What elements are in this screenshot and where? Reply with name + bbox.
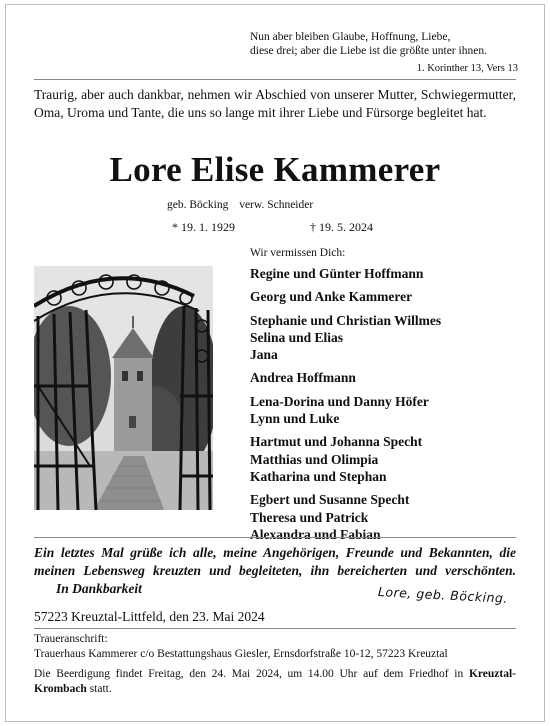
family-group <box>250 433 520 485</box>
family-member: Egbert und Susanne Specht <box>250 492 410 508</box>
family-member: Theresa und Patrick <box>250 509 369 525</box>
death-date: † 19. 5. 2024 <box>310 220 373 234</box>
family-member: Jana <box>250 347 278 363</box>
family-member: Hartmut und Johanna Specht <box>250 434 423 450</box>
farewell-message: Ein letztes Mal grüße ich alle, meine Angehörigen, Freunde und Bekannten, die meinen Lebensweg kreuzten und begleiteten, ihn bereicherten und verschönten. <box>34 545 516 578</box>
church-gate-photo <box>34 266 213 510</box>
family-member: Stephanie und Christian Willmes <box>250 312 442 328</box>
handwritten-signature: Lore, geb. Böcking. <box>377 584 509 606</box>
family-list <box>250 247 520 549</box>
family-group <box>250 312 520 364</box>
farewell-thanks: In Dankbarkeit <box>56 581 142 596</box>
family-group <box>250 265 520 282</box>
funeral-suffix: statt. <box>89 683 112 695</box>
family-group <box>250 369 520 386</box>
widowed-name: verw. Schneider <box>239 199 314 211</box>
verse-line-1: Nun aber bleiben Glaube, Hoffnung, Liebe, <box>250 31 451 43</box>
mourning-address: Trauerhaus Kammerer c/o Bestattungshaus Giesler, Ernsdorfstraße 10-12, 57223 Kreuztal <box>34 648 448 660</box>
family-member: Georg und Anke Kammerer <box>250 289 413 305</box>
family-group <box>250 288 520 305</box>
family-heading: Wir vermissen Dich: <box>250 247 346 259</box>
family-group <box>250 491 520 543</box>
family-member: Matthias und Olimpia <box>250 451 379 467</box>
family-member: Selina und Elias <box>250 329 344 345</box>
verse-reference: 1. Korinther 13, Vers 13 <box>416 63 518 74</box>
funeral-text: Die Beerdigung findet Freitag, den 24. Mai 2024, um 14.00 Uhr auf dem Friedhof in <box>34 668 464 680</box>
birth-date: * 19. 1. 1929 <box>172 220 235 234</box>
divider-middle <box>34 537 516 538</box>
family-member: Andrea Hoffmann <box>250 370 356 386</box>
family-member: Katharina und Stephan <box>250 468 387 484</box>
verse-line-2: diese drei; aber die Liebe ist die größte unter ihnen. <box>250 45 487 57</box>
bible-verse <box>250 30 520 58</box>
funeral-place: Kreuztal-Krombach <box>34 668 516 695</box>
place-and-date: 57223 Kreuztal-Littfeld, den 23. Mai 2024 <box>34 609 265 624</box>
birth-name: geb. Böcking <box>167 199 229 211</box>
family-member: Lena-Dorina und Danny Höfer <box>250 393 429 409</box>
family-member: Regine und Günter Hoffmann <box>250 266 424 281</box>
funeral-notice <box>34 667 516 697</box>
deceased-name: Lore Elise Kammerer <box>109 150 441 189</box>
divider-top <box>34 79 516 80</box>
address-label: Traueranschrift: <box>34 633 108 645</box>
intro-text: Traurig, aber auch dankbar, nehmen wir Abschied von unserer Mutter, Schwiegermutter, Oma, Uroma und Tante, die uns so lange mit ihrer Liebe und Fürsorge begleitet hat. <box>34 87 516 120</box>
family-member: Alexandra und Fabian <box>250 526 381 542</box>
divider-bottom <box>34 628 516 629</box>
family-group <box>250 393 520 428</box>
family-member: Lynn und Luke <box>250 411 340 427</box>
name-details <box>167 199 321 211</box>
